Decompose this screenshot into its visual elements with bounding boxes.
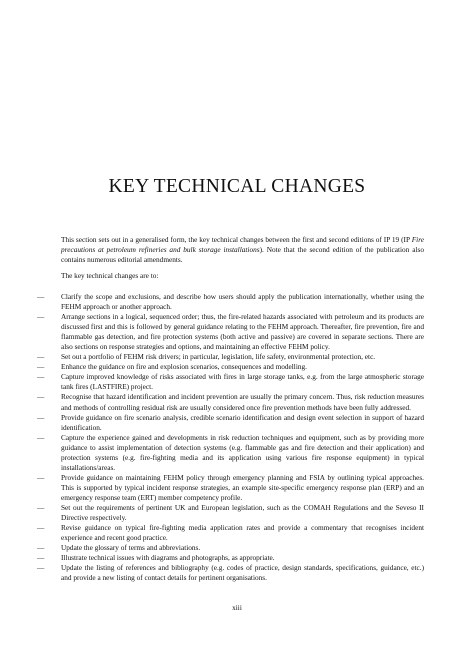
dash-bullet: — (37, 432, 45, 442)
dash-bullet: — (37, 372, 45, 382)
dash-bullet: — (37, 563, 45, 573)
list-item (37, 312, 424, 352)
dash-bullet: — (37, 312, 45, 322)
list-item-text: Arrange sections in a logical, sequenced order; thus, the fire-related hazards associated with petroleum and its products are discussed first and this is followed by general guidance relating to the FEHM approach. Thereafter, fire prevention, fire and flammable gas detection, and fire protection systems (both active and passive) are covered in separate sections. There are also sections on response strategies and options, and maintaining an effective FEHM policy. (61, 312, 424, 352)
list-item-text: Provide guidance on maintaining FEHM policy through emergency planning and FSIA by outlining typical approaches. This is supported by typical incident response strategies, an example site-specific emergency response plan (ERP) and an emergency response team (ERT) member competency profile. (61, 472, 424, 502)
list-item (37, 503, 424, 523)
list-item-text: Update the listing of references and bibliography (e.g. codes of practice, design standards, specifications, guidance, etc.) and provide a new listing of contact details for pertinent organisations. (61, 563, 424, 583)
list-item (37, 553, 424, 563)
list-item (37, 433, 424, 473)
intro-text-end: ). Note that the second edition of the publication also contains numerous editorial amendments. (61, 245, 424, 264)
dash-bullet: — (37, 553, 45, 563)
list-item-text: Revise guidance on typical fire-fighting media application rates and provide a commentary that recognises incident experience and recent good practice. (61, 523, 424, 543)
dash-bullet: — (37, 543, 45, 553)
list-item-text: Update the glossary of terms and abbreviations. (61, 543, 201, 553)
list-item-text: Set out a portfolio of FEHM risk drivers; in particular, legislation, life safety, environmental protection, etc. (61, 352, 376, 362)
list-item (37, 372, 424, 392)
publication-title: Fire precautions at petroleum refineries and bulk storage installations (61, 235, 424, 254)
dash-bullet: — (37, 412, 45, 422)
list-item (37, 523, 424, 543)
page-title: KEY TECHNICAL CHANGES (108, 176, 366, 197)
intro-text-start: This section sets out in a generalised form, the key technical changes between the first and second editions of IP 19 (IP (61, 235, 412, 244)
list-item (37, 362, 424, 372)
dash-bullet: — (37, 362, 45, 372)
dash-bullet: — (37, 392, 45, 402)
dash-bullet: — (37, 523, 45, 533)
intro-paragraph (61, 235, 424, 265)
list-item (37, 352, 424, 362)
list-item (37, 413, 424, 433)
list-item (37, 473, 424, 503)
list-item (37, 392, 424, 412)
list-item-text: Enhance the guidance on fire and explosion scenarios, consequences and modelling. (61, 362, 307, 372)
dash-bullet: — (37, 352, 45, 362)
dash-bullet: — (37, 502, 45, 512)
list-item-text: Capture the experience gained and developments in risk reduction techniques and equipment, such as by providing more guidance to assist implementation of detection systems (e.g. flammable gas and fire detection and their application) and protection systems (e.g. fire-fighting media and its application using various fire response equipment) in typical installations/areas. (61, 432, 424, 472)
list-lead-in: The key technical changes are to: (61, 271, 159, 280)
list-item-text: Clarify the scope and exclusions, and describe how users should apply the publication internationally, whether using the FEHM approach or another approach. (61, 292, 424, 312)
list-item-text: Capture improved knowledge of risks associated with fires in large storage tanks, e.g. from the large atmospheric storage tank fires (LASTFIRE) project. (61, 372, 424, 392)
list-item-text: Recognise that hazard identification and incident prevention are usually the primary concern. Thus, risk reduction measures and methods of controlling residual risk are usually considered once fire prevention methods have been fully addressed. (61, 392, 424, 412)
page-number: xiii (232, 603, 242, 612)
list-item (37, 563, 424, 583)
list-item-text: Illustrate technical issues with diagrams and photographs, as appropriate. (61, 553, 275, 563)
dash-bullet: — (37, 472, 45, 482)
list-item (37, 292, 424, 312)
list-item-text: Set out the requirements of pertinent UK and European legislation, such as the COMAH Regulations and the Seveso II Directive respectively. (61, 502, 424, 523)
list-item-text: Provide guidance on fire scenario analysis, credible scenario identification and design event selection in support of hazard identification. (61, 412, 424, 432)
dash-bullet: — (37, 292, 45, 301)
changes-list (37, 292, 424, 583)
list-item (37, 543, 424, 553)
